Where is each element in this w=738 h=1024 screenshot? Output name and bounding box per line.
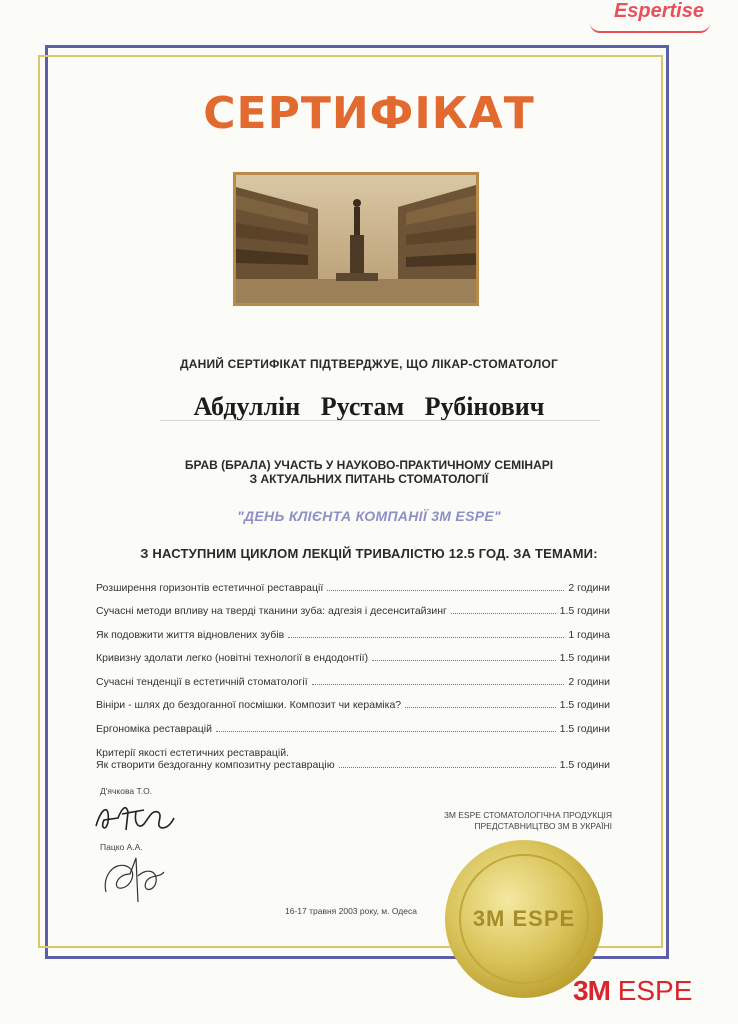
leader-dots: [216, 731, 556, 732]
date-place: 16-17 травня 2003 року, м. Одеса: [285, 906, 417, 916]
signer-2-name: Пацко А.А.: [100, 842, 143, 852]
odessa-photo: [233, 172, 479, 306]
topics-list: [96, 570, 610, 771]
espertise-logo: Espertise: [613, 0, 704, 22]
leader-dots: [339, 767, 556, 768]
name-underline: [160, 420, 600, 421]
representative-line-2: ПРЕДСТАВНИЦТВО 3M В УКРАЇНІ: [474, 821, 612, 831]
recipient-name: Абдуллін Рустам Рубінович: [193, 392, 545, 421]
lecture-cycle-heading: З НАСТУПНИМ ЦИКЛОМ ЛЕКЦІЙ ТРИВАЛІСТЮ 12.5 ГОД. ЗА ТЕМАМИ:: [140, 546, 598, 561]
signature-1-icon: [92, 798, 178, 838]
topic-hours: 1.5 години: [559, 652, 610, 664]
leader-dots: [372, 660, 556, 661]
espertise-swoosh-icon: [590, 23, 710, 33]
topic-title: Розширення горизонтів естетичної реставрації: [96, 581, 324, 594]
photo-illustration-icon: [236, 175, 476, 303]
certificate-title: СЕРТИФІКАТ: [203, 88, 535, 139]
topic-title: Ергономіка реставрацій: [96, 722, 212, 735]
leader-dots: [312, 684, 565, 685]
event-name: "ДЕНЬ КЛІЄНТА КОМПАНІЇ 3M ESPE": [237, 508, 501, 524]
topic-title: Як подовжити життя відновлених зубів: [96, 628, 285, 641]
topic-title: Сучасні методи впливу на тверді тканини зуба: адгезія і десенситайзинг: [96, 605, 447, 617]
leader-dots: [451, 613, 556, 614]
topic-hours: 1.5 години: [559, 699, 610, 711]
participation-line-1: БРАВ (БРАЛА) УЧАСТЬ У НАУКОВО-ПРАКТИЧНОМУ СЕМІНАРІ: [184, 458, 554, 472]
topic-hours: 1.5 години: [559, 605, 610, 617]
espe-wordmark: ESPE: [617, 975, 693, 1006]
leader-dots: [288, 637, 564, 638]
seal-text: 3M ESPE: [472, 906, 576, 931]
topic-title-line-1: Критерії якості естетичних реставрацій.: [96, 746, 289, 759]
leader-dots: [405, 707, 555, 708]
topic-title: Кривизну здолати легко (новітні технології в ендодонтії): [96, 652, 369, 664]
topic-hours: 2 години: [568, 675, 610, 688]
representative-line-1: 3M ESPE СТОМАТОЛОГІЧНА ПРОДУКЦІЯ: [444, 810, 612, 820]
list-item: [96, 641, 610, 665]
topic-title: Сучасні тенденції в естетичній стоматології: [96, 675, 308, 688]
leader-dots: [327, 590, 564, 591]
topic-title: Вініри - шлях до бездоганної посмішки. Композит чи кераміка?: [96, 699, 402, 711]
topic-hours: 2 години: [568, 581, 610, 594]
list-item: [96, 664, 610, 688]
3m-mark: 3M: [573, 975, 610, 1006]
list-item: [96, 688, 610, 712]
signature-2-icon: [96, 852, 168, 906]
3m-espe-logo: [573, 975, 692, 1007]
signer-1-name: Д'ячкова Т.О.: [100, 786, 153, 796]
list-item: [96, 711, 610, 735]
topic-hours: 1.5 години: [559, 722, 610, 735]
confirm-text: ДАНИЙ СЕРТИФІКАТ ПІДТВЕРДЖУЕ, ЩО ЛІКАР-СТОМАТОЛОГ: [179, 357, 558, 371]
participation-line-2: З АКТУАЛЬНИХ ПИТАНЬ СТОМАТОЛОГІЇ: [249, 472, 489, 486]
participation-text: [0, 458, 738, 486]
topic-hours: 1 година: [568, 628, 610, 641]
list-item: [96, 594, 610, 618]
topic-row: [96, 759, 610, 771]
topic-title: Як створити бездоганну композитну реставрацію: [96, 758, 335, 771]
list-item: [96, 617, 610, 641]
representative-text: [440, 810, 612, 832]
list-item: [96, 570, 610, 594]
list-item: [96, 735, 610, 771]
topic-hours: 1.5 години: [559, 758, 610, 771]
